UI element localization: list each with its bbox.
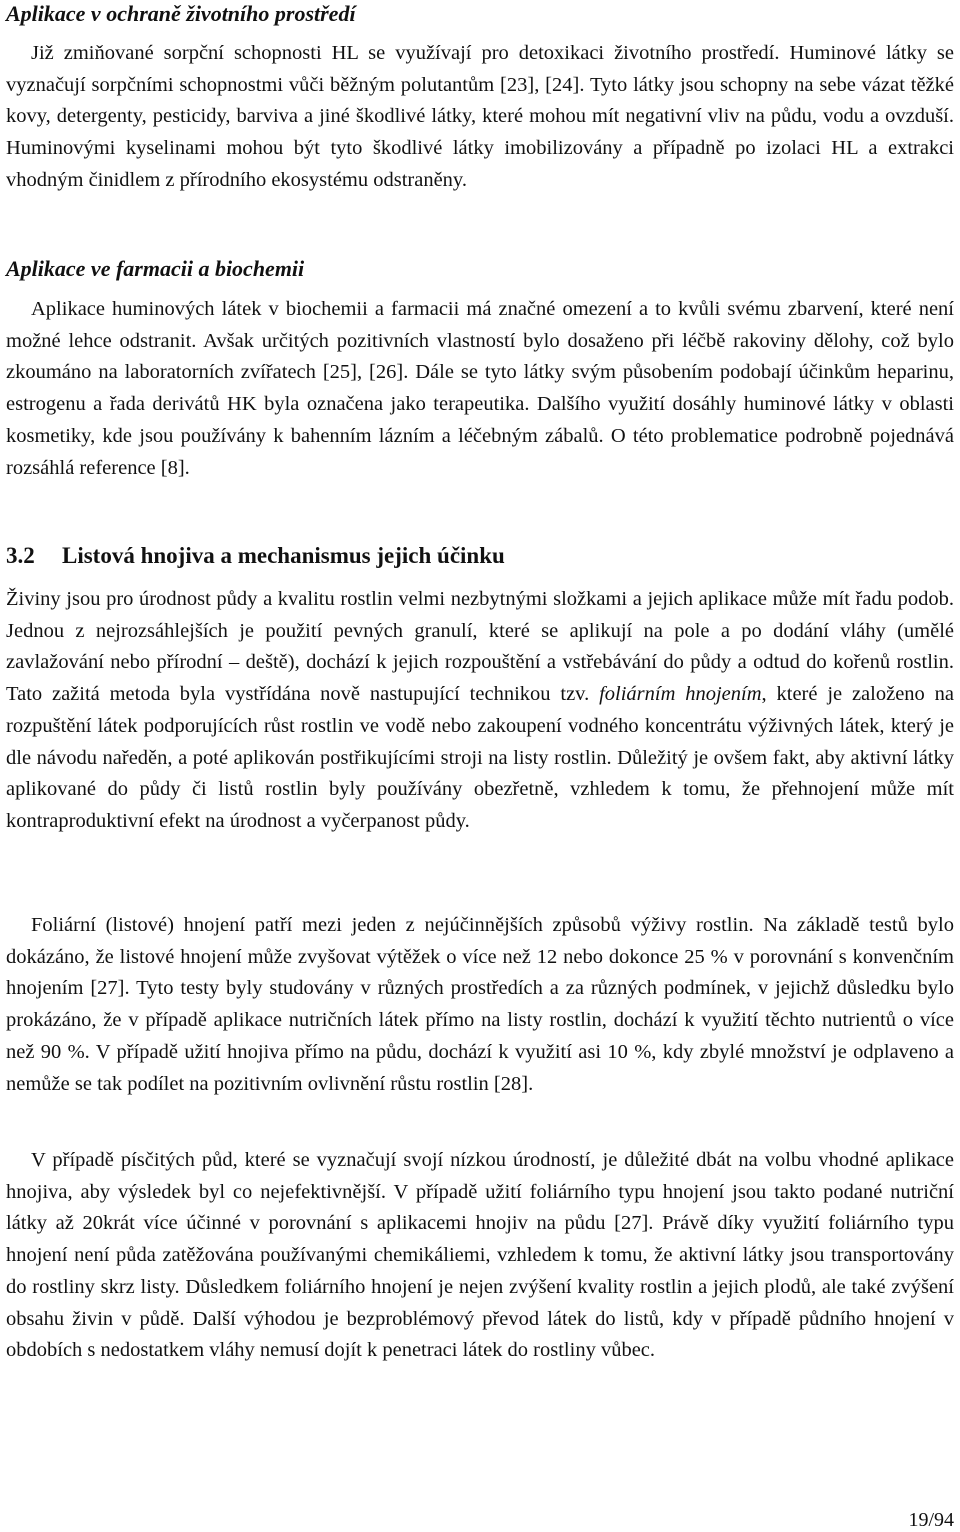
paragraph-environment: Již zmiňované sorpční schopnosti HL se využívají pro detoxikaci životního prostředí. Huminové látky se vyznačují sorpčními schopnostmi vůči běžným polutantům [23], [24]. Tyto látky jsou schopny na sebe vázat těžké kovy, detergenty, pesticidy, barviva a jiné škodlivé látky, které mohou mít negativní vliv na půdu, vodu a ovzduší. Huminovými kyselinami mohou být tyto škodlivé látky imobilizovány a případně po izolaci HL a extrakci vhodným činidlem z přírodního ekosystému odstraněny. [6, 42, 954, 191]
section-heading [6, 541, 505, 571]
paragraph-foliar-efficiency: Foliární (listové) hnojení patří mezi jeden z nejúčinnějších způsobů výživy rostlin. Na základě testů bylo dokázáno, že listové hnojení může zvyšovat výtěžek o více než 12 nebo dokonce 25 % v porovnání s konvenčním hnojením [27]. Tyto testy byly studovány v různých prostředích a za různých podmínek, v jejichž důsledku bylo prokázáno, že v případě aplikace nutričních látek přímo na listy rostlin, dochází k využití těchto nutrientů o více než 90 %. V případě užití hnojiva přímo na půdu, dochází k využití asi 10 %, kdy zbylé množství je odplaveno a nemůže se tak podílet na pozitivním ovlivnění růstu rostlin [28]. [6, 914, 954, 1095]
paragraph-sandy-soils: V případě písčitých půd, které se vyznačují svojí nízkou úrodností, je důležité dbát na volbu vhodné aplikace hnojiva, aby výsledek byl co nejefektivnější. V případě užití foliárního typu hnojení jsou takto podané nutriční látky až 20krát více účinné v porovnání s aplikacemi hnojiv na půdu [27]. Právě díky využití foliárního typu hnojení není půda zatěžována používanými chemikáliemi, vzhledem k tomu, že aktivní látky jsou transportovány do rostliny skrz listy. Důsledkem foliárního hnojení je nejen zvýšení kvality rostlin a jejich plodů, ale také zvýšení obsahu živin v půdě. Další výhodou je bezproblémový převod látek do listů, kdy v případě půdního hnojení v obdobích s nedostatkem vláhy nemusí dojít k penetraci látek do rostliny vůbec. [6, 1149, 954, 1362]
paragraph-foliar-intro-part2: , které je založeno na rozpuštění látek podporujících růst rostlin ve vodě nebo zakoupení vodného koncentrátu výživných látek, který je dle návodu naředěn, a poté aplikován postřikujícími stroji na listy rostlin. Důležitý je ovšem fakt, aby aktivní látky aplikované do půdy či listů rostlin byly používány obezřetně, vzhledem k tomu, že přehnojení může mít kontraproduktivní efekt na úrodnost a vyčerpanost půdy. [6, 683, 954, 832]
term-foliar-fertilization: foliárním hnojením [599, 683, 762, 706]
heading-pharmacy: Aplikace ve farmacii a biochemii [6, 256, 305, 281]
section-number: 3.2 [6, 543, 35, 568]
page-number: 19/94 [908, 1509, 954, 1531]
paragraph-foliar-intro [6, 584, 954, 838]
section-title: Listová hnojiva a mechanismus jejich účinku [62, 543, 505, 568]
paragraph-pharmacy: Aplikace huminových látek v biochemii a farmacii má značné omezení a to kvůli svému zbarvení, které není možné lehce odstranit. Avšak určitých pozitivních vlastností bylo dosaženo při léčbě rakoviny dělohy, což bylo zkoumáno na laboratorních zvířatech [25], [26]. Dále se tyto látky svým působením podobají účinkům heparinu, estrogenu a řada derivátů HK byla označena jako terapeutika. Dalšího využití dosáhly huminové látky v oblasti kosmetiky, kde jsou používány k bahenním lázním a léčebným zábalů. O této problematice podrobně pojednává rozsáhlá reference [8]. [6, 298, 954, 479]
paragraph-foliar-intro-part1: Živiny jsou pro úrodnost půdy a kvalitu rostlin velmi nezbytnými složkami a jejich aplikace může mít řadu podob. Jednou z nejrozsáhlejších je použití pevných granulí, které se aplikují na pole a po dodání vláhy (umělé zavlažování nebo přírodní – deště), dochází k jejich rozpouštění a vstřebávání do půdy a odtud do kořenů rostlin. Tato zažitá metoda byla vystřídána nově nastupující technikou tzv. [6, 588, 954, 706]
heading-environment: Aplikace v ochraně životního prostředí [6, 1, 356, 26]
